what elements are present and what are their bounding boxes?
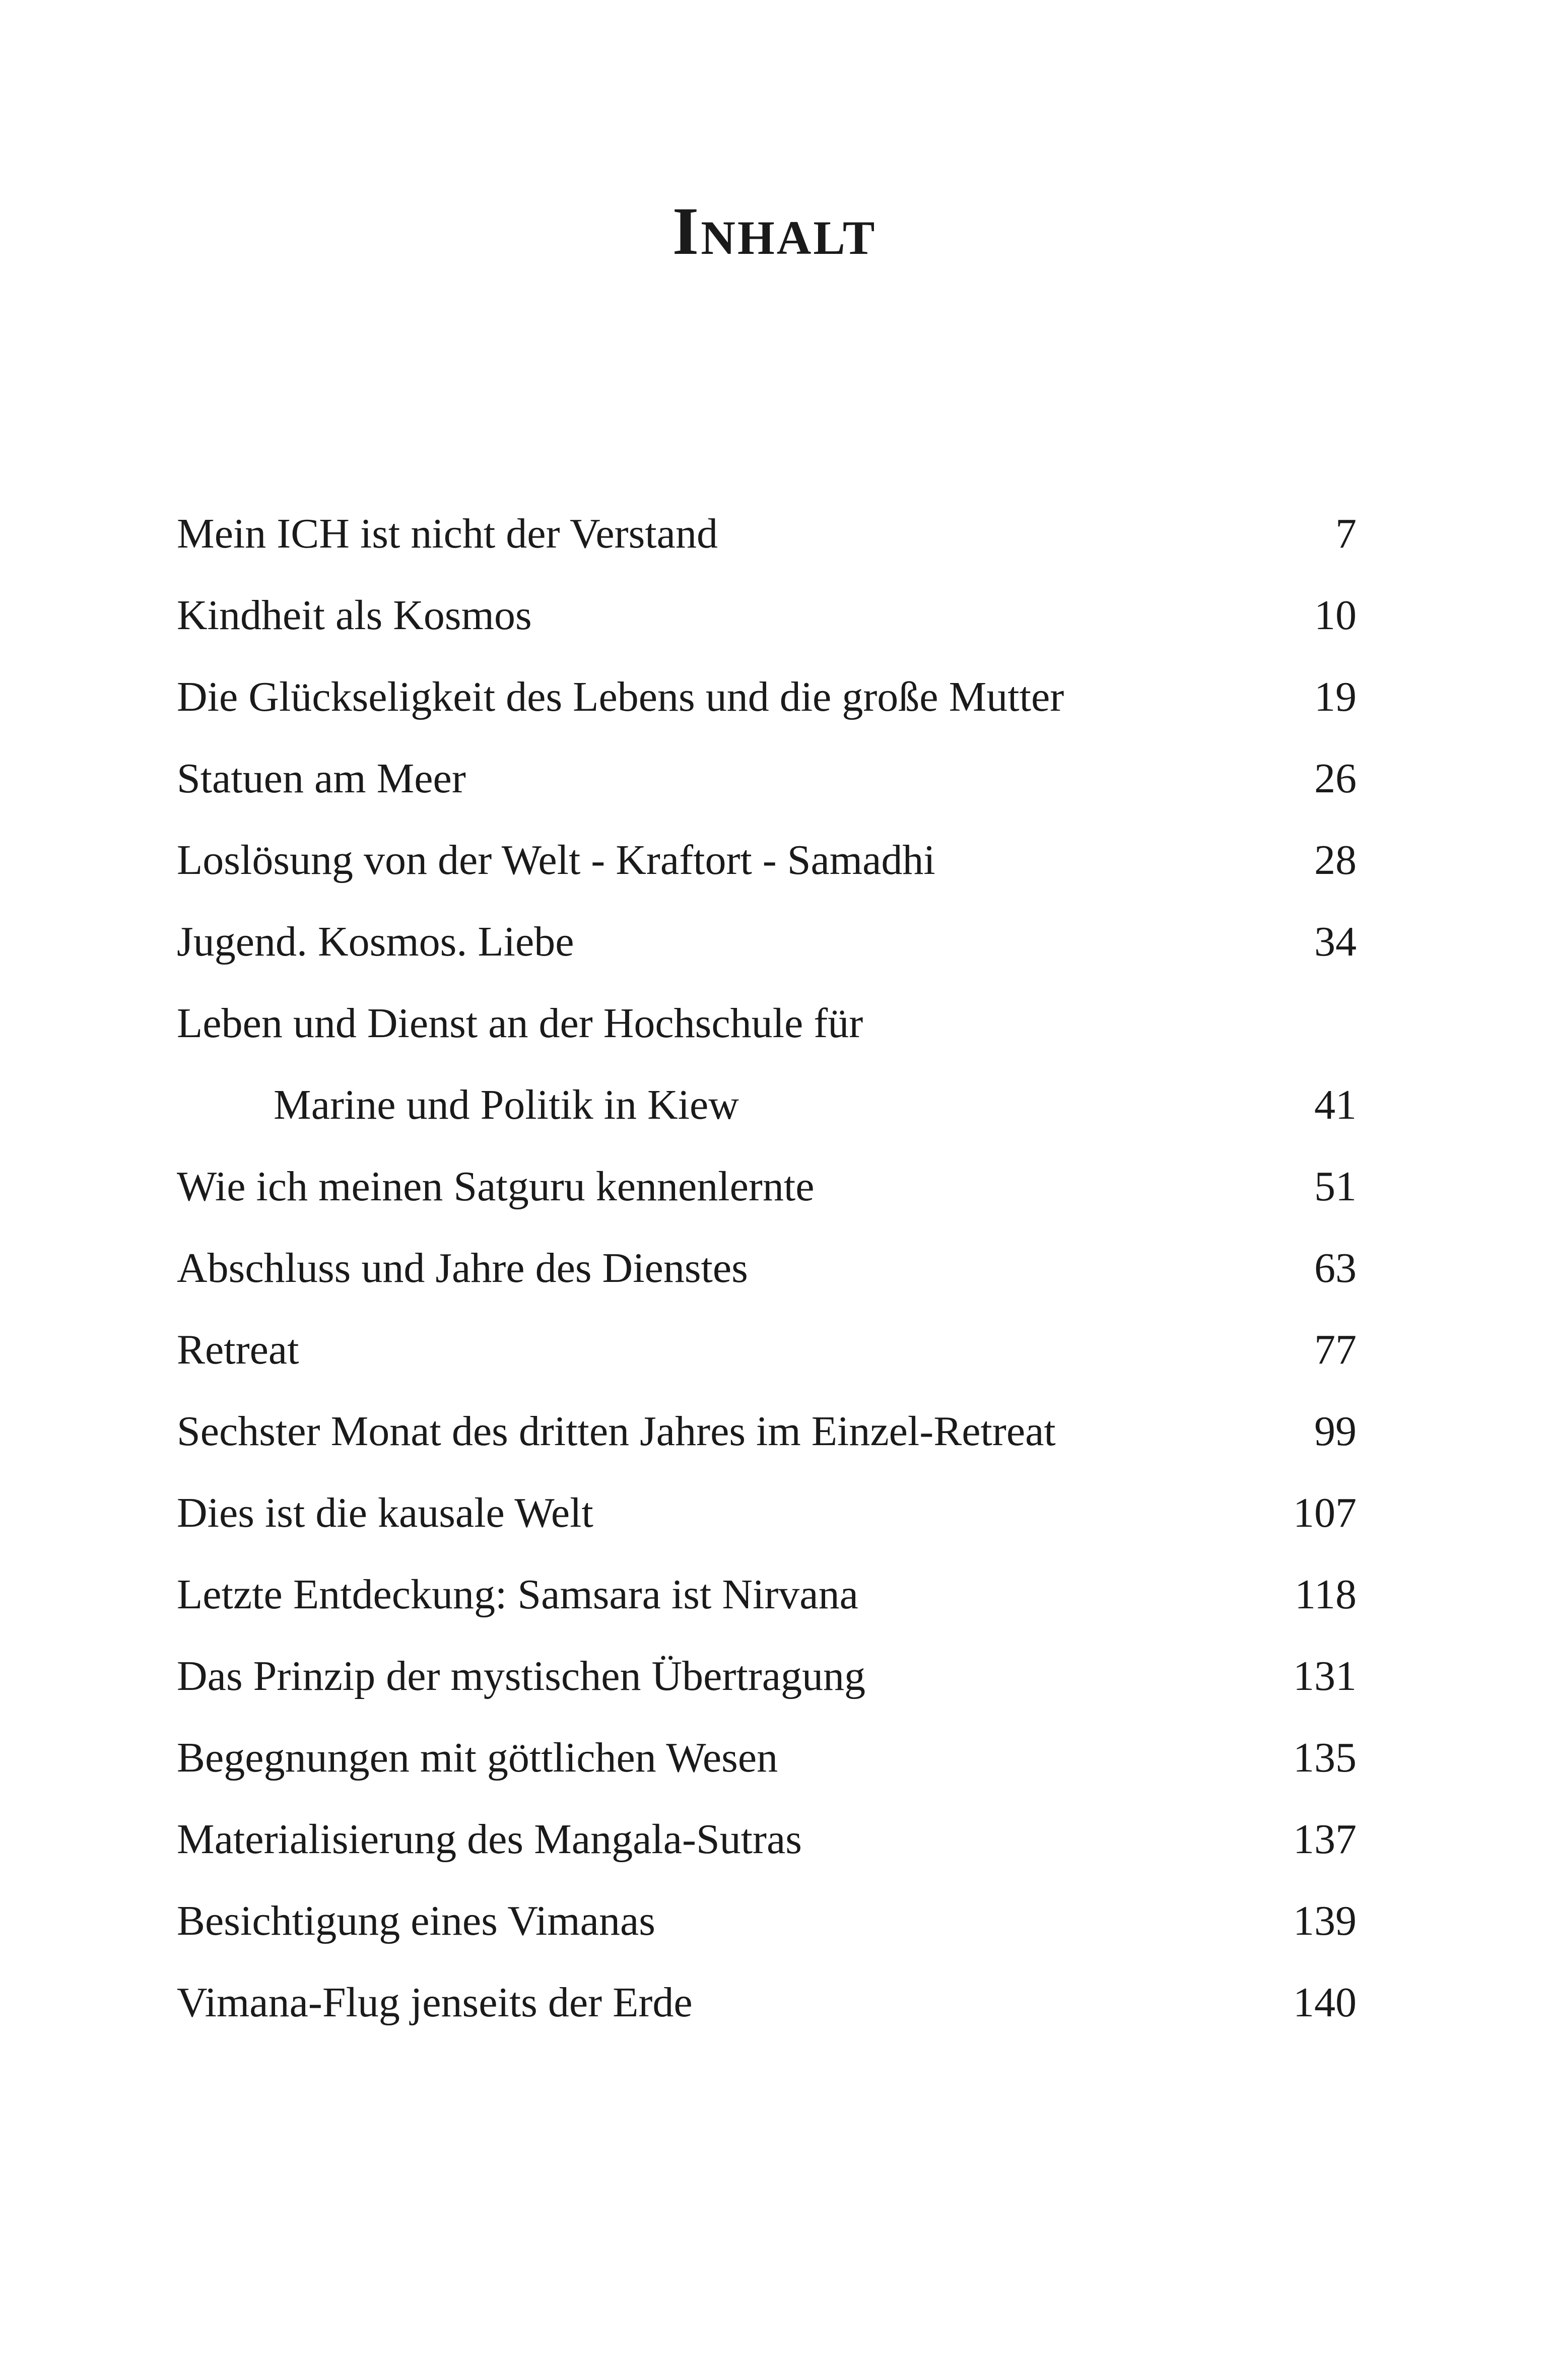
toc-entry-page-number: 51: [1314, 1163, 1357, 1210]
toc-entry: [177, 1646, 1357, 1728]
toc-entry-page-number: 41: [1314, 1081, 1357, 1128]
toc-entry-page-number: 7: [1335, 510, 1357, 557]
toc-entry-page-number: 26: [1314, 755, 1357, 802]
toc-entry-page-number: 10: [1314, 592, 1357, 639]
toc-entry-title: Kindheit als Kosmos: [177, 592, 532, 639]
toc-entry-page-number: 135: [1293, 1734, 1357, 1781]
toc-entry-title: Loslösung von der Welt - Kraftort - Samadhi: [177, 837, 935, 883]
toc-entry: [177, 1075, 1357, 1157]
toc-entry-title: Statuen am Meer: [177, 755, 466, 802]
page-title: Inhalt: [672, 194, 877, 269]
toc-entry: [177, 667, 1357, 749]
toc-entry-title: Vimana-Flug jenseits der Erde: [177, 1979, 693, 2026]
toc-entry-page-number: 118: [1295, 1571, 1357, 1618]
toc-entry: [177, 1891, 1357, 1973]
toc-entry: [177, 993, 1357, 1075]
toc-entry-page-number: 63: [1314, 1245, 1357, 1291]
toc-entry-page-number: 137: [1293, 1816, 1357, 1863]
toc-entry: [177, 1401, 1357, 1483]
toc-entry-title: Retreat: [177, 1326, 299, 1373]
toc-entry-page-number: 77: [1314, 1326, 1357, 1373]
toc-entry-title: Jugend. Kosmos. Liebe: [177, 918, 574, 965]
toc-entry-title: Die Glückseligkeit des Lebens und die große Mutter: [177, 673, 1064, 720]
toc-entry-page-number: 107: [1293, 1489, 1357, 1536]
toc-entry-page-number: 19: [1314, 673, 1357, 720]
table-of-contents: [177, 504, 1357, 2054]
toc-entry-page-number: 131: [1293, 1653, 1357, 1699]
toc-entry-title: Marine und Politik in Kiew: [274, 1081, 739, 1128]
toc-entry-page-number: 140: [1293, 1979, 1357, 2026]
toc-entry-page-number: 34: [1314, 918, 1357, 965]
toc-entry-page-number: 28: [1314, 837, 1357, 883]
toc-entry-title: Dies ist die kausale Welt: [177, 1489, 593, 1536]
toc-entry-title: Besichtigung eines Vimanas: [177, 1897, 655, 1944]
toc-entry-title: Materialisierung des Mangala-Sutras: [177, 1816, 802, 1863]
toc-entry-page-number: 139: [1293, 1897, 1357, 1944]
toc-entry-title: Sechster Monat des dritten Jahres im Einzel-Retreat: [177, 1408, 1056, 1455]
toc-entry-page-number: 99: [1314, 1408, 1357, 1455]
toc-entry: [177, 1565, 1357, 1646]
toc-entry: [177, 830, 1357, 912]
toc-entry-title: Letzte Entdeckung: Samsara ist Nirvana: [177, 1571, 858, 1618]
toc-entry: [177, 1728, 1357, 1809]
toc-entry: [177, 912, 1357, 993]
toc-entry-title: Abschluss und Jahre des Dienstes: [177, 1245, 748, 1291]
toc-entry: [177, 749, 1357, 830]
toc-entry: [177, 1973, 1357, 2054]
toc-entry: [177, 585, 1357, 667]
toc-entry-title: Begegnungen mit göttlichen Wesen: [177, 1734, 778, 1781]
toc-entry-title: Leben und Dienst an der Hochschule für: [177, 1000, 863, 1047]
toc-entry: [177, 1809, 1357, 1891]
toc-entry: [177, 1238, 1357, 1320]
toc-entry: [177, 504, 1357, 585]
toc-entry-title: Wie ich meinen Satguru kennenlernte: [177, 1163, 815, 1210]
toc-entry-title: Das Prinzip der mystischen Übertragung: [177, 1653, 866, 1699]
toc-entry: [177, 1320, 1357, 1401]
toc-entry: [177, 1157, 1357, 1238]
toc-entry: [177, 1483, 1357, 1565]
toc-entry-title: Mein ICH ist nicht der Verstand: [177, 510, 718, 557]
